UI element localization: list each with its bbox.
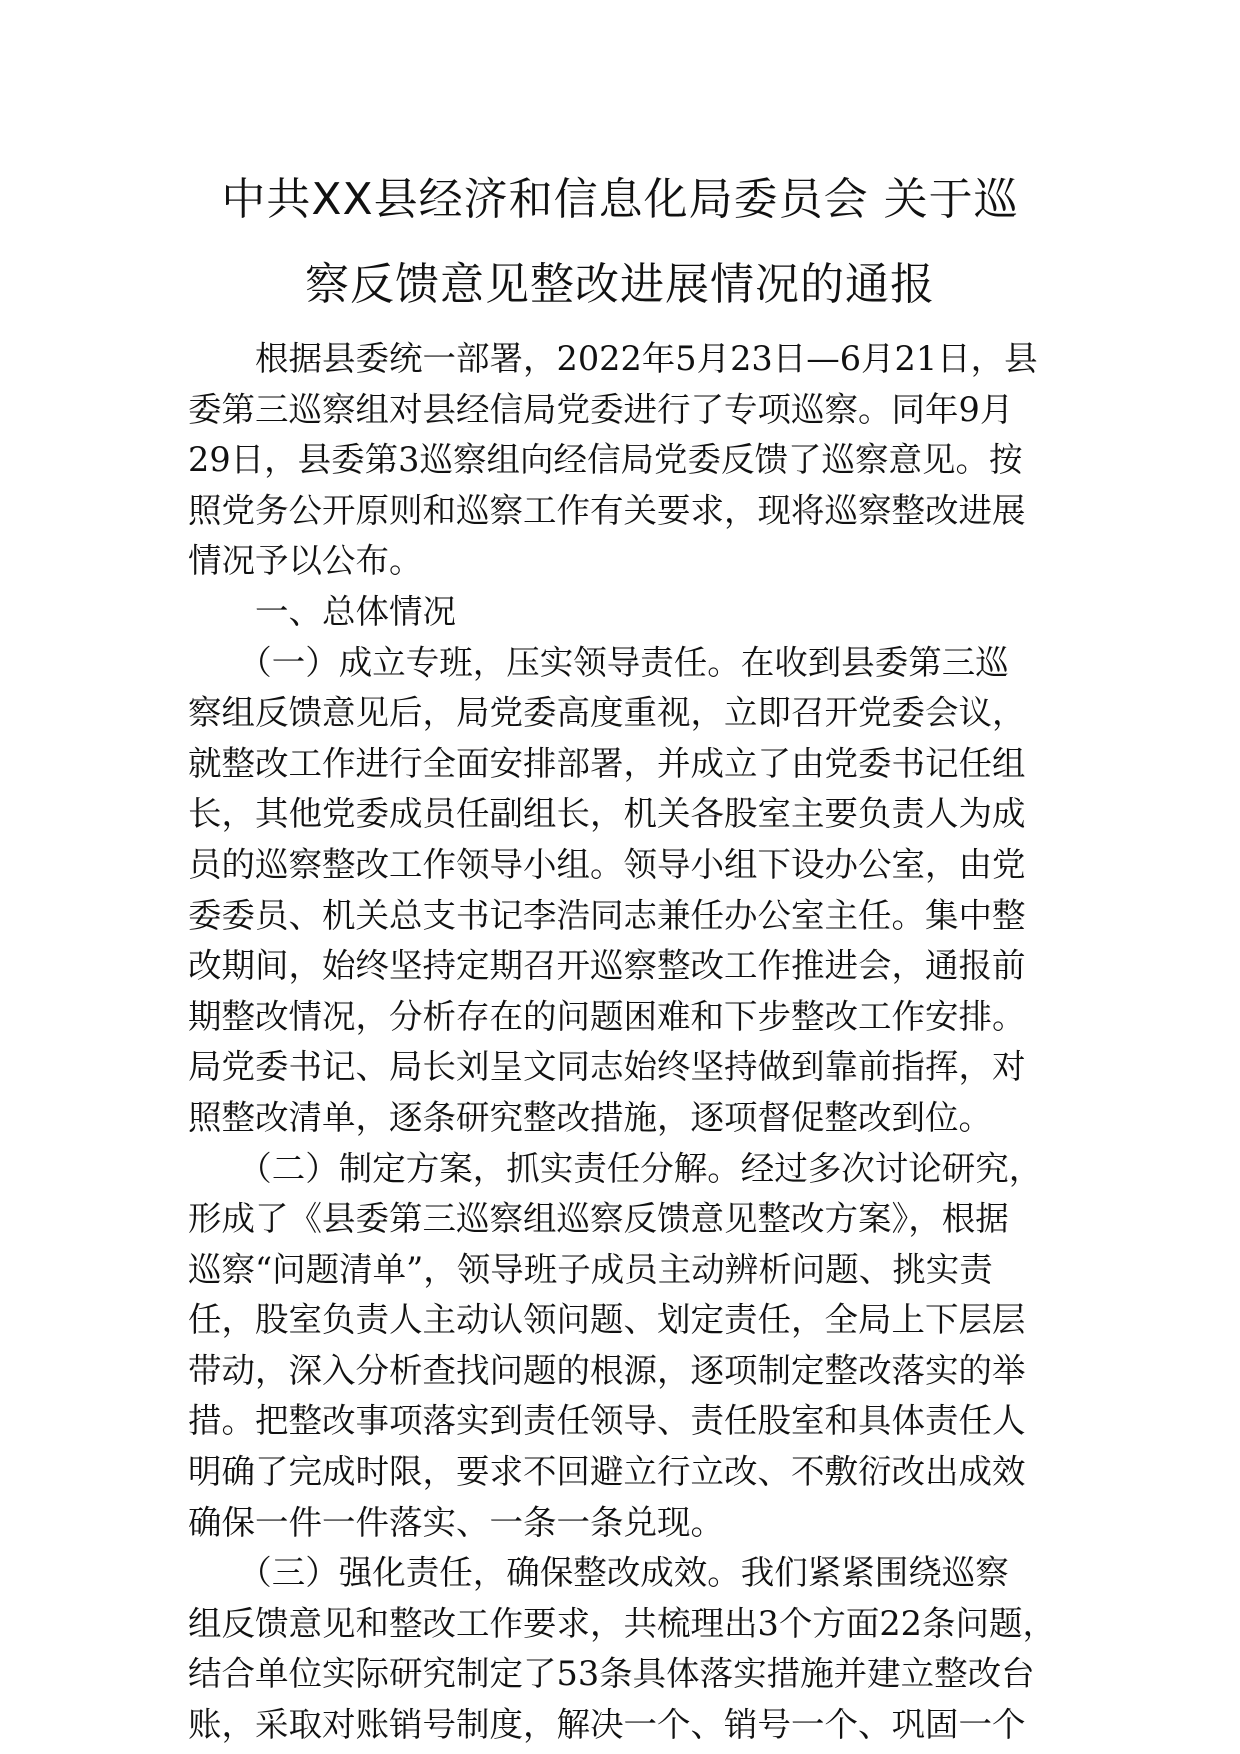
document-body xyxy=(188,334,1056,1751)
body-line: 带动，深入分析查找问题的根源，逐项制定整改落实的举 xyxy=(188,1350,1026,1390)
body-line: 员的巡察整改工作领导小组。领导小组下设办公室，由党 xyxy=(188,844,1026,884)
body-line: 期整改情况，分析存在的问题困难和下步整改工作安排。 xyxy=(188,996,1026,1036)
body-line: 情况予以公布。 xyxy=(188,541,423,581)
body-line: 改期间，始终坚持定期召开巡察整改工作推进会，通报前 xyxy=(188,946,1026,986)
body-line: 长，其他党委成员任副组长，机关各股室主要负责人为成 xyxy=(188,794,1026,834)
body-line: 就整改工作进行全面安排部署，并成立了由党委书记任组 xyxy=(188,743,1026,783)
body-line: 察组反馈意见后，局党委高度重视，立即召开党委会议， xyxy=(188,693,1026,733)
body-line: 组反馈意见和整改工作要求，共梳理出3个方面22条问题， xyxy=(188,1603,1056,1643)
body-line: （一）成立专班，压实领导责任。在收到县委第三巡 xyxy=(188,642,1009,682)
section-heading: 一、总体情况 xyxy=(188,591,456,631)
document-title-line-2: 察反馈意见整改进展情况的通报 xyxy=(305,259,935,310)
body-line: 根据县委统一部署，2022年5月23日—6月21日，县 xyxy=(188,339,1038,378)
body-line: 账，采取对账销号制度，解决一个、销号一个、巩固一个 xyxy=(188,1705,1026,1745)
body-line: 29日，县委第3巡察组向经信局党委反馈了巡察意见。按 xyxy=(188,440,1023,480)
body-line: 委委员、机关总支书记李浩同志兼任办公室主任。集中整 xyxy=(188,895,1026,935)
body-line: （二）制定方案，抓实责任分解。经过多次讨论研究， xyxy=(188,1148,1043,1188)
body-line: 明确了完成时限，要求不回避立行立改、不敷衍改出成效 xyxy=(188,1452,1026,1492)
body-line: 委第三巡察组对县经信局党委进行了专项巡察。同年9月 xyxy=(188,389,1014,429)
body-line: 照整改清单，逐条研究整改措施，逐项督促整改到位。 xyxy=(188,1097,992,1137)
body-line: 措。把整改事项落实到责任领导、责任股室和具体责任人 xyxy=(188,1401,1026,1441)
body-line: （三）强化责任，确保整改成效。我们紧紧围绕巡察 xyxy=(188,1553,1009,1593)
body-line: 确保一件一件落实、一条一条兑现。 xyxy=(188,1502,724,1542)
body-line: 照党务公开原则和巡察工作有关要求，现将巡察整改进展 xyxy=(188,490,1026,530)
body-line: 局党委书记、局长刘呈文同志始终坚持做到靠前指挥，对 xyxy=(188,1047,1026,1087)
body-line: 结合单位实际研究制定了53条具体落实措施并建立整改台 xyxy=(188,1654,1035,1694)
body-line: 形成了《县委第三巡察组巡察反馈意见整改方案》，根据 xyxy=(188,1199,1009,1239)
body-line: 巡察“问题清单”，领导班子成员主动辨析问题、挑实责 xyxy=(188,1249,993,1289)
body-line: 任，股室负责人主动认领问题、划定责任，全局上下层层 xyxy=(188,1300,1026,1340)
document-title-line-1: 中共XX县经济和信息化局委员会 关于巡 xyxy=(221,174,1019,225)
